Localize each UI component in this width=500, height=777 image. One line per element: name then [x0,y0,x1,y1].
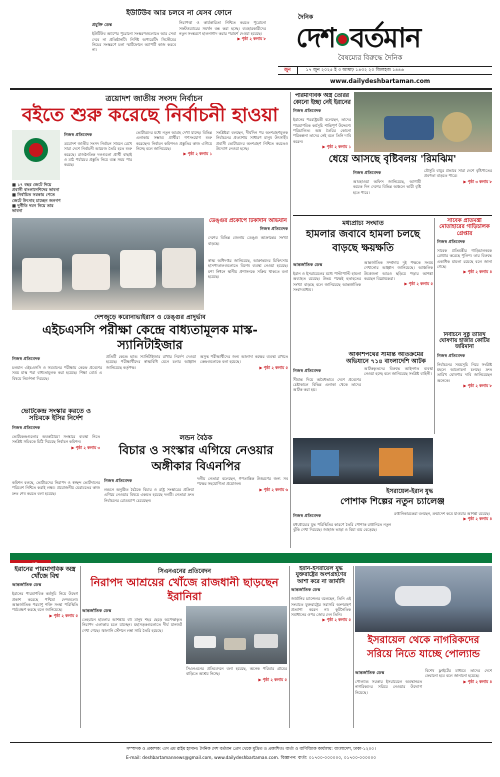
intl4-body: আন্তর্জাতিক ডেস্ক পোল্যান্ড সরকার ইসরায়েলে অবস্থানরত নাগরিকদের সরিয়ে নেওয়ার উদ্যোগ নিয়েছে। বিশেষ ফ্লাইটের মাধ্যমে তাদের দেশে ফেরানো হবে বলে জানানো হয়েছে। ▶ পৃষ্ঠা ২ কলাম ৪ [355,668,492,695]
lead-byline: নিজস্ব প্রতিবেদক [64,132,93,137]
voter-more[interactable]: ▶ পৃষ্ঠা ২ কলাম ৩ [71,444,100,450]
intl4-more[interactable]: ▶ পৃষ্ঠা ২ কলাম ৪ [463,678,492,684]
poland-photo [355,566,492,632]
intl2-body: আন্তর্জাতিক ডেস্ক তেহরানে হামলার আশঙ্কায় বহু মানুষ শহর ছেড়ে অপেক্ষাকৃত নিরাপদ এলাকায় চলে যাচ্ছেন। মহাসড়কগুলোতে দীর্ঘ যানজট দেখা গেছে। জ্বালানি স্টেশনে লম্বা সারি তৈরি হয়েছে। [82,608,182,633]
lead-body-col4: সংশ্লিষ্টরা বলছেন, দীর্ঘদিন পর অংশগ্রহণমূলক নির্বাচনের প্রত্যাশায় সাধারণ মানুষ উৎসাহী। প্রবাসী ভোটারদের অংশগ্রহণ নিশ্চিত করতেও উদ্যোগ নেওয়া হচ্ছে। [216,130,288,151]
intl3: ইরান-ইসরায়েল যুদ্ধ যুক্তরাষ্ট্রের অংশগ্রহণের আশা করে না জার্মানি আন্তর্জাতিক ডেস্ক জার্মানির চ্যান্সেলর বলেছেন, তিনি এই সংঘাতে যুক্তরাষ্ট্রের সরাসরি অংশগ্রহণ প্রত্যাশা করেন না। কূটনৈতিক সমাধানের ওপর জোর দেন তিনি। ▶ পৃষ্ঠা ২ কলাম ৫ [291,566,351,623]
logo-emblem-icon [336,33,349,46]
intl-section-label [10,560,51,564]
me-body: আন্তর্জাতিক ডেস্ক ইরান ও ইসরায়েলের মধ্যে পাল্টাপাল্টি হামলা অব্যাহত রয়েছে। উভয় পক্ষেই হতাহতের সংখ্যা বাড়ছে বলে জানিয়েছে আন্তর্জাতিক সংবাদমাধ্যম। আন্তর্জাতিক সম্প্রদায় দুই পক্ষকে সংযম দেখানোর আহ্বান জানিয়েছে। আঞ্চলিক উত্তেজনা আরও ছড়িয়ে পড়ার আশঙ্কা করছেন বিশ্লেষকেরা। ▶ পৃষ্ঠা ২ কলাম ৫ [293,260,433,292]
voter-byline: নিজস্ব প্রতিবেদক [12,424,41,430]
side-top: পারমাণবিক অস্ত্র তৈরির কোনো ইচ্ছা নেই ইরানের নিজস্ব প্রতিবেদক ইরানের পররাষ্ট্রমন্ত্রী বলেছেন, তাদের পারমাণবিক কর্মসূচি শান্তিপূর্ণ উদ্দেশ্যে পরিচালিত। অস্ত্র তৈরির কোনো পরিকল্পনা তাদের নেই বলে তিনি দাবি করেন। ▶ পৃষ্ঠা ২ কলাম ১ [293,93,351,149]
lead-body-col2: নিজস্ব প্রতিবেদক ত্রয়োদশ জাতীয় সংসদ নির্বাচন সামনে রেখে সারা দেশে নির্বাচনী আমেজ তৈরি হতে শুরু করেছে। রাজনৈতিক দলগুলো প্রার্থী বাছাই ও মাঠ পর্যায়ের প্রস্তুতি নিয়ে ব্যস্ত সময় পার করছে। [64,132,132,168]
london-kicker: লন্ডন বৈঠক [179,434,213,442]
side-top-byline: নিজস্ব প্রতিবেদক [293,108,322,114]
dengue-title[interactable]: ডেঙ্গুর প্রকোপে টিকাদান অভিযান [209,218,287,224]
column-rule [80,566,81,728]
voter-title[interactable]: ভোটকেন্দ্র সংস্কার করতে ও সচিবকে ইসির নির্দেশ [21,408,91,423]
intl3-title[interactable]: ইরান-ইসরায়েল যুদ্ধ যুক্তরাষ্ট্রের অংশগ্রহণের আশা করে না জার্মানি [295,566,347,585]
exam-hall-photo [12,218,204,310]
top-story-title: ইউটিউব আর চলবে না যেসব ফোনে [126,9,232,17]
footer-line1: সম্পাদক ও প্রকাশক: এস এম রাইম হাসান। দৈনিক দেশ বর্তমান প্রেস থেকে মুদ্রিত ও প্রকাশিত। বার্তা ও বাণিজ্যিক কার্যালয়: বাংলাদেশ, ঢাকা-১২০০। [126,747,376,752]
lead-bullet-2: ■ নির্বাচিত সরকার পেতে জেটে উৎসাহ চাচ্ছেন জনগণ [12,192,61,203]
masthead-name-b: বর্তমান [350,23,421,54]
london-body: নিজস্ব প্রতিবেদক লন্ডনে অনুষ্ঠিত বৈঠকে বিচার ও রাষ্ট্র সংস্কারের প্রক্রিয়া এগিয়ে নেওয়ার বিষয়ে একমত হয়েছে দলটি। নেতারা দ্রুত নির্বাচনের রোডম্যাপ চেয়েছেন। দলীয় নেতারা বলেছেন, গণতান্ত্রিক উত্তরণের জন্য সব পক্ষের সহযোগিতা প্রয়োজন। ▶ পৃষ্ঠা ২ কলাম ৬ [104,476,288,503]
column-rule [434,218,435,434]
intl1-title[interactable]: ইরানের পারমাণবিক অস্ত্র খোঁজে বিশ্ব [14,566,76,581]
lead-more[interactable]: ▶ পৃষ্ঠা ২ কলাম ১ [183,151,212,157]
border-byline: নিজস্ব প্রতিবেদক [293,367,322,373]
column-rule [290,92,291,548]
intl4-byline: আন্তর্জাতিক ডেস্ক [355,670,385,675]
dengue-byline: নিজস্ব প্রতিবেদক [259,226,288,232]
london-more[interactable]: ▶ পৃষ্ঠা ২ কলাম ৬ [259,486,288,492]
website-url[interactable]: www.dailydeshbartaman.com [330,78,431,85]
me-headline[interactable]: হামলার জবাবে হামলা চলছে বাড়ছে ক্ষয়ক্ষতি [306,229,420,254]
kishoreganj-title[interactable]: নির্বাচনে সুষ্ঠু তারিখ ঘোষণায় হাজার কোটির জরিমানা [439,332,490,351]
kishoreganj-more[interactable]: ▶ পৃষ্ঠা ২ কলাম ৮ [463,382,492,388]
lead-bullets [12,182,62,214]
ex-minister: সাবেক প্রতিমন্ত্রী মোতাহারের গাড়িচালক গ্রেপ্তার নিজস্ব প্রতিবেদক সাবেক প্রতিমন্ত্রীর গাড়িচালককে গ্রেপ্তার করেছে পুলিশ। তার বিরুদ্ধে একাধিক মামলা রয়েছে বলে জানা গেছে। ▶ পৃষ্ঠা ২ কলাম ৪ [437,218,492,275]
iran-israel-byline: নিজস্ব প্রতিবেদক [293,513,322,518]
voter-brief: ভোটকেন্দ্র সংস্কার করতে ও সচিবকে ইসির নির্দেশ নিজস্ব প্রতিবেদক ভোটকেন্দ্রগুলোর অবকাঠামো সংস্কারে ব্যবস্থা নিতে সংশ্লিষ্ট সচিবকে চিঠি দিয়েছে নির্বাচন কমিশন। ▶ পৃষ্ঠা ২ কলাম ৩ [12,408,100,450]
intl4-headline[interactable]: ইসরায়েল থেকে নাগরিকদের সরিয়ে নিতে যাচ্ছে পোল্যান্ড [367,635,480,660]
intl2-kicker: সিএনএনের প্রতিবেদন [158,568,211,575]
lead-body-col3: ভোটারদের মধ্যে নতুন আগ্রহ দেখা যাচ্ছে। বিভিন্ন এলাকায় সম্ভাব্য প্রার্থীরা গণসংযোগ শুরু করেছেন। নির্বাচন কমিশনও প্রস্তুতির কাজ এগিয়ে নিচ্ছে বলে জানিয়েছে। ▶ পৃষ্ঠা ২ কলাম ১ [136,130,212,157]
lead-bullet-1: ■ ১৭ বছর জেটে দিয়ে প্রবাসী বাংলাদেশিদের ভাবনা [12,182,60,193]
top-story: ইউটিউব আর চলবে না যেসব ফোনে প্রযুক্তি ডেস্ক ইউটিউব অ্যাপের পুরোনো সংস্করণগুলোতে আর সেবা দেবে না প্রতিষ্ঠানটি। নির্দিষ্ট অপারেটিং সিস্টেমের নিচের সংস্করণে চলা স্মার্টফোনে অ্যাপটি কাজ করবে না। নিরাপত্তা ও কার্যকারিতা নিশ্চিত করতে পুরোনো সফটওয়্যারের সমর্থন বন্ধ করা হচ্ছে। ব্যবহারকারীদের নতুন সংস্করণে হালনাগাদ করার পরামর্শ দেওয়া হয়েছে। ▶ পৃষ্ঠা ২ কলাম ৮ [92,9,266,53]
lead-headline[interactable]: বইতে শুরু করেছে নির্বাচনী হাওয়া [21,104,279,126]
column-rule [289,566,290,728]
lead-kicker: ত্রয়োদশ জাতীয় সংসদ নির্বাচন [105,94,203,103]
hsc-byline: নিজস্ব প্রতিবেদক [12,356,41,361]
intl1: ইরানের পারমাণবিক অস্ত্র খোঁজে বিশ্ব আন্তর্জাতিক ডেস্ক ইরানের পারমাণবিক কর্মসূচি নিয়ে উদ্বেগ প্রকাশ করেছে পশ্চিমা দেশগুলো। আন্তর্জাতিক পরমাণু শক্তি সংস্থা পরিস্থিতি পর্যবেক্ষণ করছে বলে জানিয়েছে। ▶ পৃষ্ঠা ২ কলাম ৫ [12,566,78,618]
iran-israel-caption: ইসরায়েল-ইরান যুদ্ধ [386,488,433,495]
side-top-title[interactable]: পারমাণবিক অস্ত্র তৈরির কোনো ইচ্ছা নেই ইরানের [293,93,351,106]
me-more[interactable]: ▶ পৃষ্ঠা ২ কলাম ৫ [404,281,433,287]
dateline: ১৭ জুন ২০২৫ ই ৩ আষাঢ় ১৪৩২ ২০ জিলহজ ১৪৪৬ [305,68,404,73]
rain-body: নিজস্ব প্রতিবেদক আবহাওয়া অফিস জানিয়েছে, আগামী কয়েক দিন দেশের বিভিন্ন অঞ্চলে ভারী বৃষ্টি হতে পারে। মৌসুমি বায়ুর প্রভাবে সারা দেশে বৃষ্টিপাতের প্রবণতা বাড়তে পারে। ▶ পৃষ্ঠা ৩ কলাম ৮ [353,168,492,195]
ballot-box-image [12,130,60,180]
masthead-name-a: দেশ [296,23,336,54]
dengue-brief: ডেঙ্গুর প্রকোপে টিকাদান অভিযান নিজস্ব প্রতিবেদক দেশের বিভিন্ন জেলায় ডেঙ্গু আক্রান্তের সংখ্যা বাড়ছে। [208,218,288,246]
dateline-bar [278,66,492,75]
intl1-byline: আন্তর্জাতিক ডেস্ক [12,582,42,588]
rain-headline[interactable]: ধেয়ে আসছে বৃষ্টিবলয় 'রিমঝিম' [328,154,457,165]
me-kicker: মধ্যপ্রাচ্য সংঘাত [342,219,384,227]
hsc-body: নিজস্ব প্রতিবেদক চলমান এইচএসসি ও সমমানের পরীক্ষায় কেন্দ্রে প্রবেশের সময় মাস্ক পরা বাধ্যতামূলক করা হয়েছে। শিক্ষা বোর্ড এ বিষয়ে নির্দেশনা দিয়েছে। প্রতিটি কেন্দ্রে হ্যান্ড স্যানিটাইজার রাখার নির্দেশ দেওয়া হয়েছে। পরীক্ষার্থীদের স্বাস্থ্যবিধি মেনে চলার আহ্বান জানিয়েছে কর্তৃপক্ষ। অসুস্থ পরীক্ষার্থীদের জন্য আলাদা কক্ষের ব্যবস্থা রাখতে কেন্দ্রগুলোকে বলা হয়েছে। ▶ পৃষ্ঠা ২ কলাম ৫ [12,354,288,381]
ex-minister-title[interactable]: সাবেক প্রতিমন্ত্রী মোতাহারের গাড়িচালক গ্রেপ্তার [439,218,490,237]
left-lower-body: কমিশন বলছে, ভোটারদের নিরাপদ ও স্বচ্ছন্দ ভোটদানের পরিবেশ নিশ্চিত করাই লক্ষ্য। প্রয়োজনীয় মেরামতের কাজ দ্রুত শেষ করতে বলা হয়েছে। [12,480,100,496]
intl2-more[interactable]: ▶ পৃষ্ঠা ২ কলাম ৫ [258,676,287,682]
intl-section-bar [10,553,492,563]
hsc-headline[interactable]: এইচএসসি পরীক্ষা কেন্দ্রে বাধ্যতামূলক মাস্ক-স্যানিটাইজার [42,322,258,352]
hsc-more[interactable]: ▶ পৃষ্ঠা ২ কলাম ৫ [259,364,288,370]
masthead-slogan: বৈষম্যের বিরুদ্ধে দৈনিক [338,54,403,62]
side-top-more[interactable]: ▶ পৃষ্ঠা ২ কলাম ১ [322,143,351,149]
hsc-kicker: দেশজুড়ে করোনাভাইরাস ও ডেঙ্গুর প্রাদুর্ভাব [94,314,206,321]
london-headline[interactable]: বিচার ও সংস্কার এগিয়ে নেওয়ার অঙ্গীকার বিএনপির [118,443,274,473]
intl2-body-2: সিএনএনের প্রতিবেদনে বলা হয়েছে, অনেক পরিবার গ্রামের বাড়িতে আশ্রয় নিচ্ছে। ▶ পৃষ্ঠা ২ কলাম ৫ [186,666,287,682]
intl2-headline[interactable]: নিরাপদ আশ্রয়ের খোঁজে রাজধানী ছাড়ছেন ইরানিরা [90,576,279,603]
ex-minister-more[interactable]: ▶ পৃষ্ঠা ২ কলাম ৪ [463,269,492,275]
rickshaw-rain-photo [354,92,492,152]
ex-minister-byline: নিজস্ব প্রতিবেদক [437,238,466,244]
iran-israel-headline[interactable]: পোশাক শিল্পের নতুন চ্যালেঞ্জ [340,497,445,507]
footer-line2: E-mail: deshbartamannews@gmail.com, www.dailydeshbartaman.com. বিজ্ঞাপন: বার্তা: ০১৭০০-০০০০০০, ০১৭০০-০০০০০০ [125,756,377,761]
border-title[interactable]: আকাশপথের সীমান্ত অতিক্রমের অভিযানে ৭১৪ বাংলাদেশি আটক [346,352,426,365]
dengue-body: স্বাস্থ্য অধিদপ্তর জানিয়েছে, আক্রান্তদের চিকিৎসায় হাসপাতালগুলোতে বিশেষ ব্যবস্থা নেওয়া হয়েছে। মশা নিধনে স্থানীয় প্রশাসনকে সক্রিয় থাকতে বলা হয়েছে। [208,258,288,279]
garments-photo [293,438,433,484]
intl2-byline: আন্তর্জাতিক ডেস্ক [82,608,112,613]
iran-israel-more[interactable]: ▶ পৃষ্ঠা ২ কলাম ৪ [463,516,492,522]
issue-label: জুন [278,67,298,74]
kishoreganj-byline: নিজস্ব প্রতিবেদক [437,352,466,358]
lead-body-col1 [12,130,60,180]
top-story-byline: প্রযুক্তি ডেস্ক [92,22,113,28]
intl1-more[interactable]: ▶ পৃষ্ঠা ২ কলাম ৫ [49,612,78,618]
top-story-more[interactable]: ▶ পৃষ্ঠা ২ কলাম ৮ [237,36,266,42]
border-brief: আকাশপথের সীমান্ত অতিক্রমের অভিযানে ৭১৪ বাংলাদেশি আটক নিজস্ব প্রতিবেদক সীমান্ত দিয়ে অবৈধভাবে দেশে প্রবেশের চেষ্টাকালে বিভিন্ন এলাকা থেকে তাদের আটক করা হয়। আটককৃতদের বিরুদ্ধে আইনগত ব্যবস্থা নেওয়া হচ্ছে বলে জানিয়েছে সংশ্লিষ্ট বাহিনী। [293,352,433,393]
london-byline: নিজস্ব প্রতিবেদক [104,478,133,483]
masthead [278,8,492,66]
column-rule [353,566,354,728]
rain-more[interactable]: ▶ পৃষ্ঠা ৩ কলাম ৮ [463,178,492,184]
intl3-more[interactable]: ▶ পৃষ্ঠা ২ কলাম ৫ [322,617,351,623]
lead-bullet-3: ■ দুর্নীতি দমন নিয়ে তার ভাবনা [12,202,54,214]
rain-byline: নিজস্ব প্রতিবেদক [353,170,382,175]
masthead-divider [10,88,492,90]
intl3-byline: আন্তর্জাতিক ডেস্ক [291,587,321,593]
divider-me [293,215,492,216]
iran-israel-body: নিজস্ব প্রতিবেদক মধ্যপ্রাচ্যের যুদ্ধ পরিস্থিতির কারণে তৈরি পোশাক রপ্তানিতে নতুন ঝুঁকি দেখা দিয়েছে। জাহাজ ভাড়া ও বিমা ব্যয় বেড়েছে। রপ্তানিকারকেরা বলছেন, ক্রয়াদেশ কমে যাওয়ার আশঙ্কা রয়েছে। ▶ পৃষ্ঠা ২ কলাম ৪ [293,511,492,533]
masthead-prefix: দৈনিক [298,14,314,21]
footer-divider [10,742,492,743]
tehran-traffic-photo [186,606,287,664]
me-byline: আন্তর্জাতিক ডেস্ক [293,262,323,267]
kishoreganj-brief: নির্বাচনে সুষ্ঠু তারিখ ঘোষণায় হাজার কোটির জরিমানা নিজস্ব প্রতিবেদক নির্বাচনের সময়সূচি নিয়ে সংশ্লিষ্ট মহলে আলোচনা চলছে। দ্রুত তারিখ ঘোষণার দাবি জানিয়েছেন অনেকে। ▶ পৃষ্ঠা ২ কলাম ৮ [437,332,492,388]
